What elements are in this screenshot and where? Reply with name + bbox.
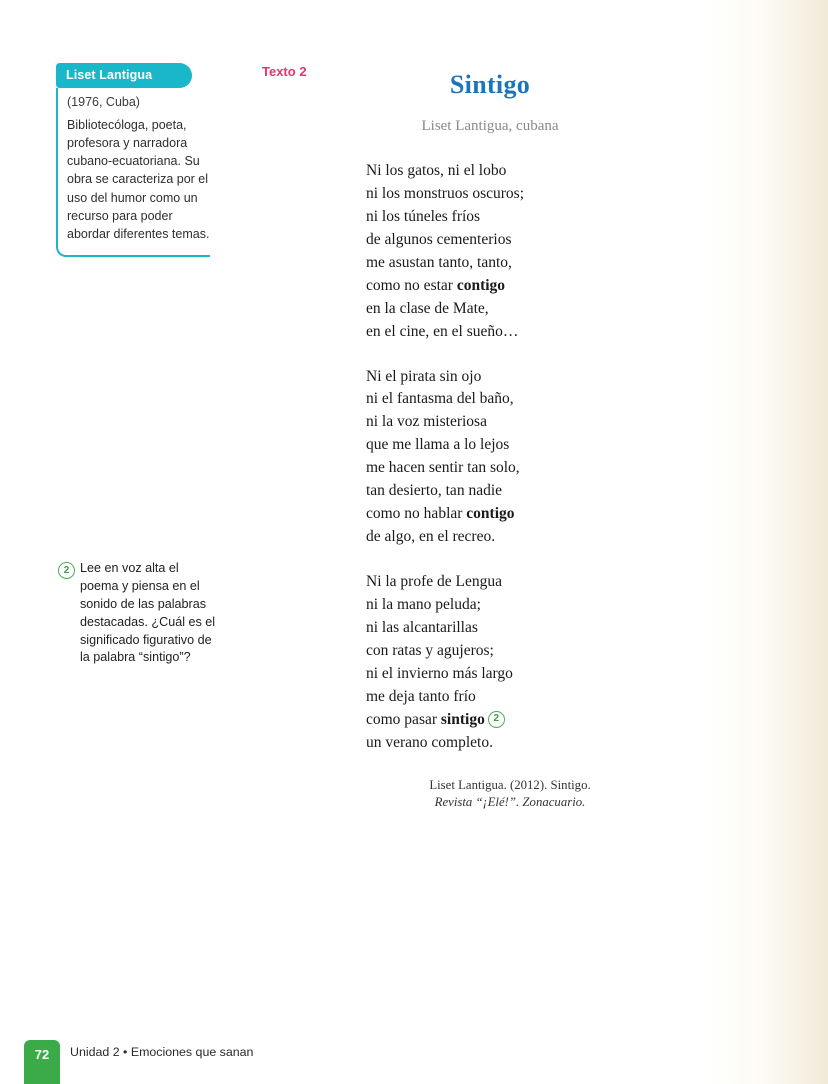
highlighted-word: contigo (466, 505, 515, 523)
author-info-card (56, 63, 212, 257)
poem-line (366, 732, 640, 755)
poem-line (366, 434, 640, 457)
poem-line (366, 503, 640, 526)
poem-block (340, 70, 640, 812)
poem-line (366, 640, 640, 663)
poem-text: ni el fantasma del baño, (366, 390, 514, 408)
poem-text: como no estar (366, 276, 457, 294)
text-section-label: Texto 2 (262, 64, 307, 79)
poem-stanza (366, 366, 640, 550)
poem-source (340, 777, 640, 813)
poem-line (366, 686, 640, 709)
poem-source-line-2: Revista “¡Elé!”. Zonacuario. (434, 795, 586, 810)
activity-number-badge: 2 (58, 562, 75, 579)
poem-line (366, 709, 640, 732)
poem-text: me hacen sentir tan solo, (366, 459, 520, 477)
poem-text: un verano completo. (366, 733, 493, 751)
poem-line (366, 183, 640, 206)
poem-text: ni la mano peluda; (366, 595, 481, 613)
poem-author: Liset Lantigua, cubana (421, 118, 559, 134)
poem-line (366, 617, 640, 640)
inline-activity-badge: 2 (488, 711, 505, 728)
poem-line (366, 366, 640, 389)
poem-text: de algo, en el recreo. (366, 528, 496, 546)
poem-line (366, 321, 640, 344)
activity-text: Lee en voz alta el poema y piensa en el sonido de las palabras destacadas. ¿Cuál es el significado figurativo de la palabra “sintigo”? (80, 561, 216, 665)
poem-text: que me llama a lo lejos (366, 436, 510, 454)
poem-line (366, 275, 640, 298)
poem-line (366, 663, 640, 686)
poem-text: ni los monstruos oscuros; (366, 184, 525, 202)
poem-stanza (366, 571, 640, 755)
poem-text: ni la voz misteriosa (366, 413, 487, 431)
poem-line (366, 457, 640, 480)
page-footer (24, 1040, 253, 1084)
poem-text: tan desierto, tan nadie (366, 482, 503, 500)
poem-text: Ni la profe de Lengua (366, 573, 502, 590)
highlighted-word: contigo (456, 276, 506, 294)
poem-text: ni el invierno más largo (366, 664, 513, 682)
poem-text: en el cine, en el sueño… (366, 322, 519, 340)
page-number: 72 (24, 1040, 60, 1084)
poem-line (366, 252, 640, 275)
poem-line (366, 571, 640, 594)
poem-line (366, 206, 640, 229)
author-name: Liset Lantigua (56, 63, 192, 88)
poem-text: Ni el pirata sin ojo (366, 367, 482, 385)
poem-source-line-1: Liset Lantigua. (2012). Sintigo. (429, 777, 591, 792)
poem-text: me deja tanto frío (366, 687, 476, 705)
poem-line (366, 229, 640, 252)
poem-line (366, 480, 640, 503)
poem-stanzas (340, 160, 640, 755)
poem-title: Sintigo (449, 70, 531, 99)
page-edge-shading (708, 0, 828, 1084)
poem-text: ni los túneles fríos (366, 207, 481, 225)
poem-text: ni las alcantarillas (366, 618, 478, 636)
poem-line (366, 411, 640, 434)
poem-text: de algunos cementerios (366, 230, 512, 248)
author-card-body (56, 88, 210, 257)
author-bio: Bibliotecóloga, poeta, profesora y narradora cubano-ecuatoriana. Su obra se caracteriza por el uso del humor como un recurso para poder abordar diferentes temas. (67, 118, 210, 241)
poem-text: Ni los gatos, ni el lobo (366, 162, 507, 179)
poem-line (366, 160, 640, 183)
poem-line (366, 298, 640, 321)
author-origin: (1976, Cuba) (67, 95, 140, 109)
footer-unit-text: Unidad 2 • Emociones que sanan (70, 1045, 254, 1059)
poem-line (366, 388, 640, 411)
poem-text: en la clase de Mate, (366, 299, 489, 317)
poem-text: con ratas y agujeros; (366, 641, 494, 659)
poem-line (366, 594, 640, 617)
poem-text: como no hablar (366, 505, 467, 523)
poem-text: como pasar (366, 710, 441, 728)
highlighted-word: sintigo (440, 710, 485, 728)
poem-stanza (366, 160, 640, 344)
poem-line (366, 526, 640, 549)
activity-2 (58, 560, 218, 667)
poem-text: me asustan tanto, tanto, (366, 253, 512, 271)
